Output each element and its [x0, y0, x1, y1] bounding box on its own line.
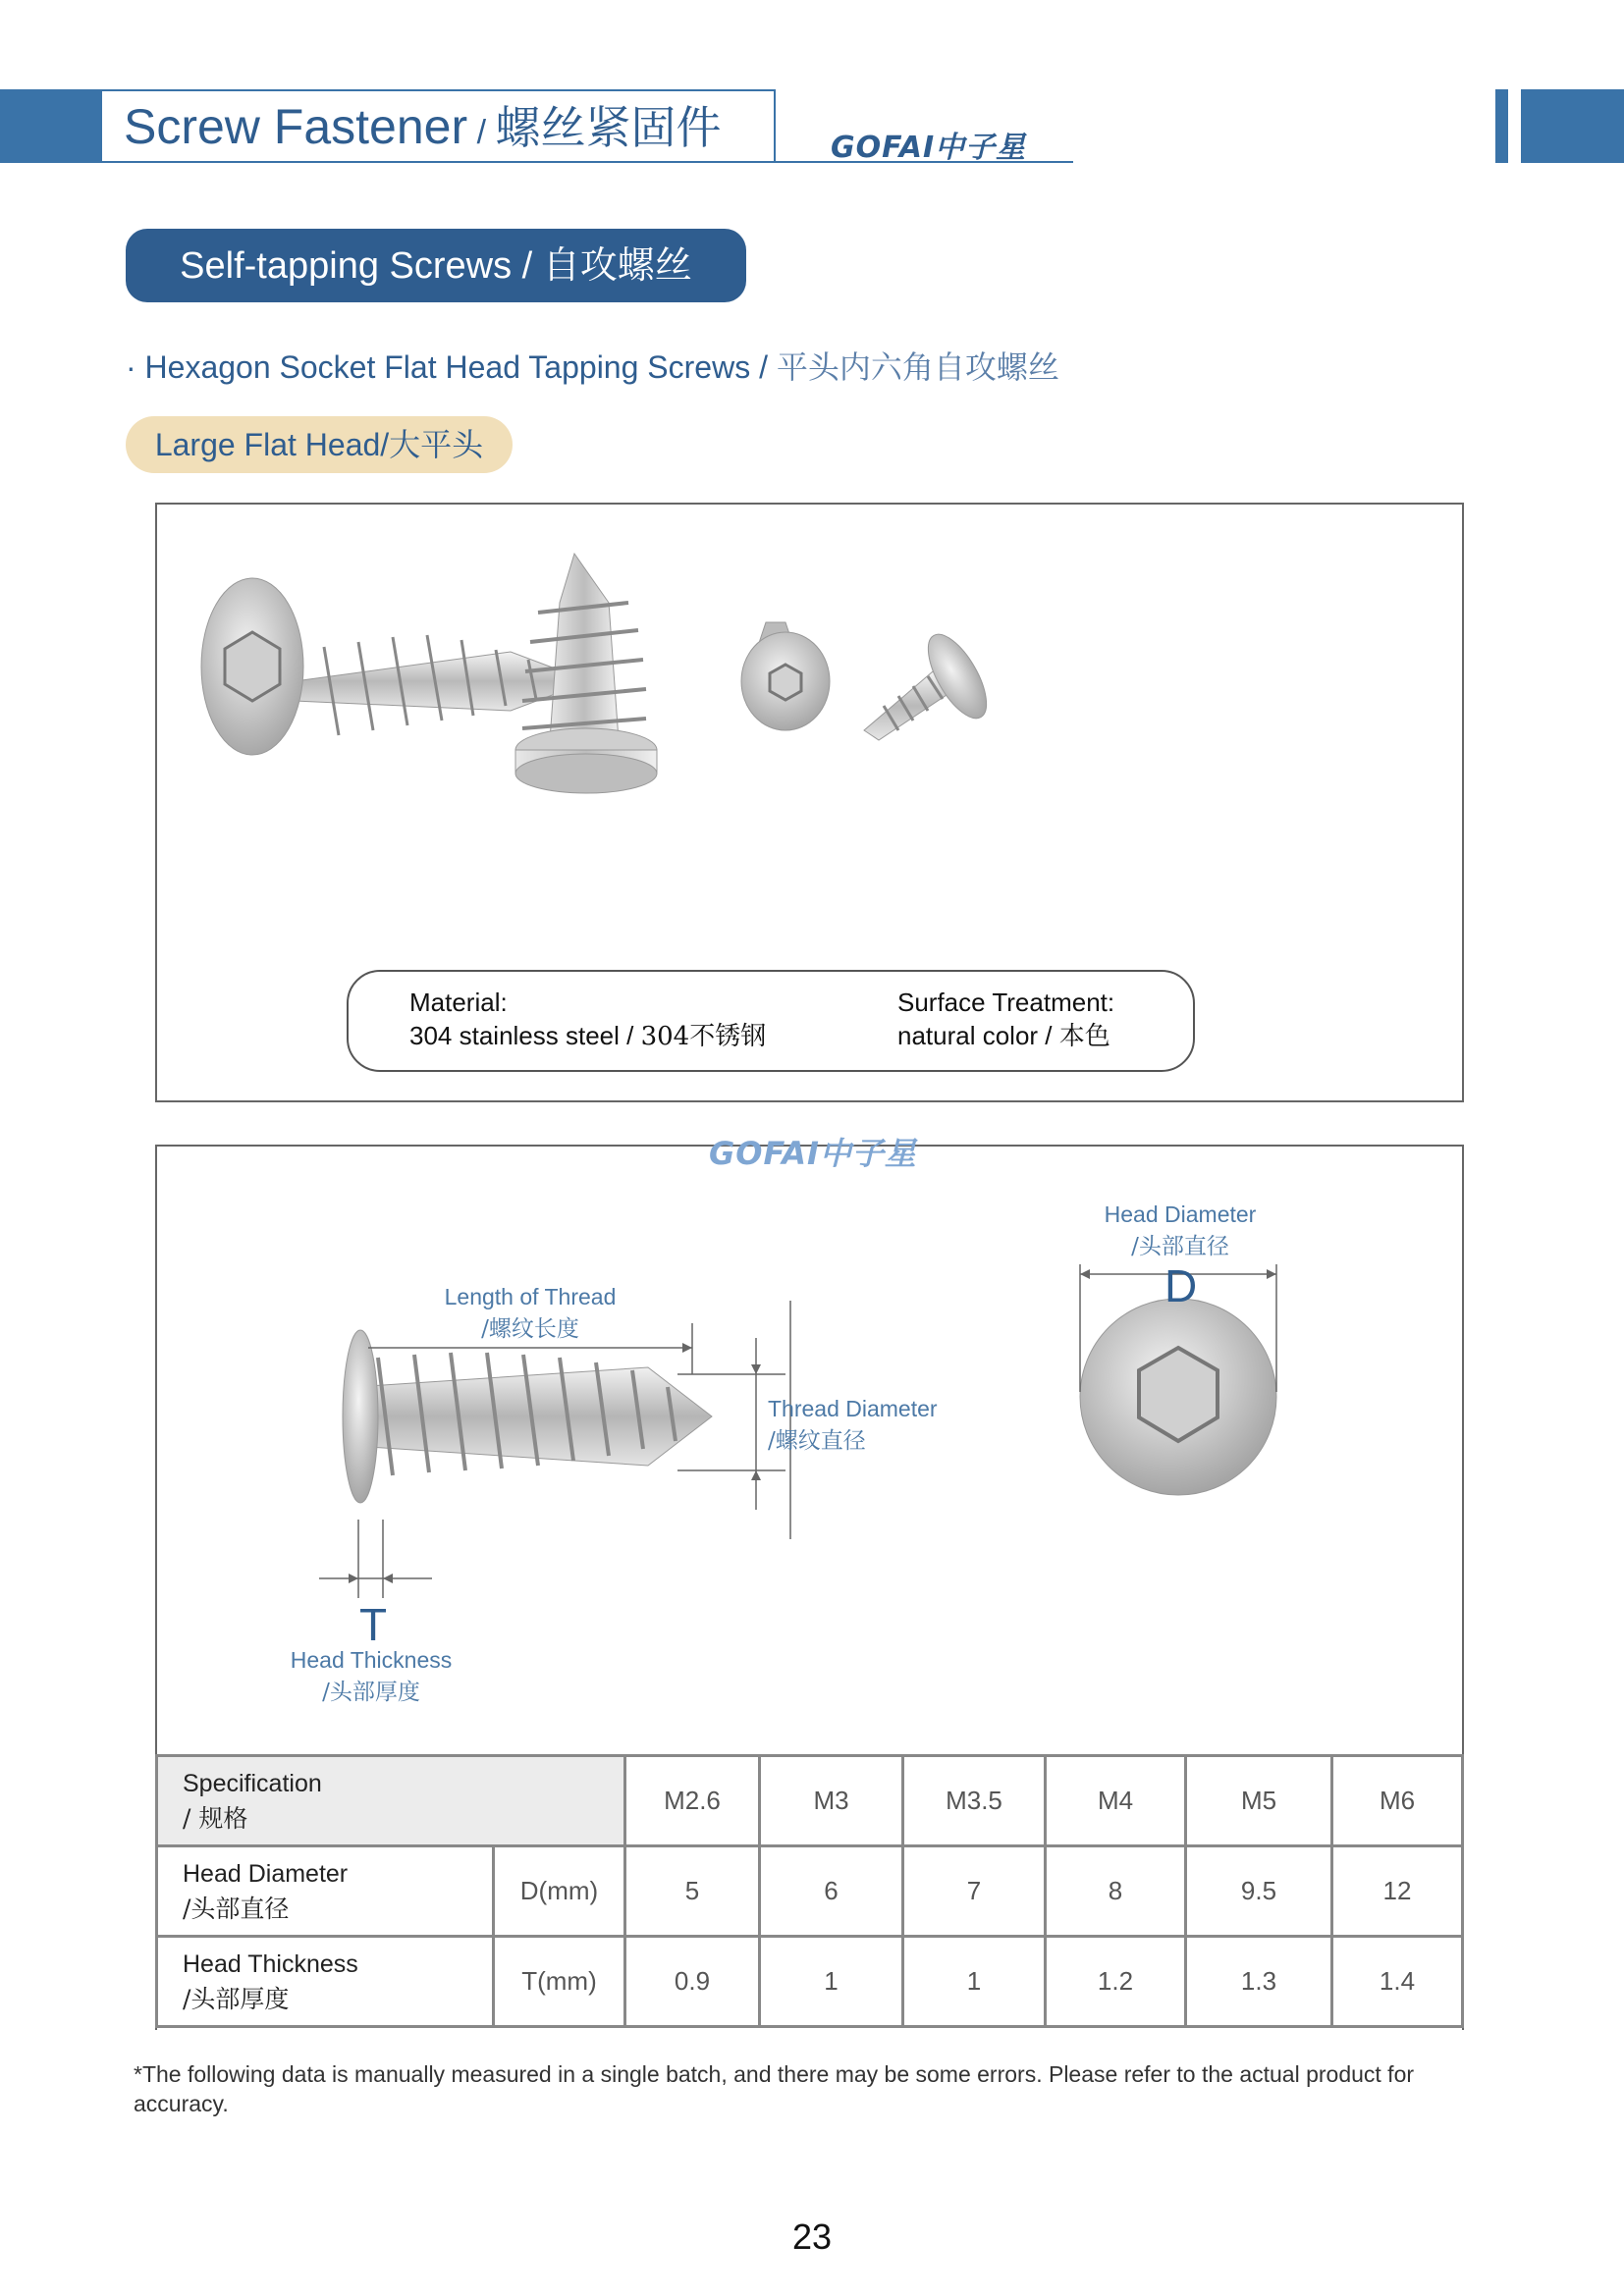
- product-subheading: · Hexagon Socket Flat Head Tapping Screws / 平头内六角自攻螺丝: [126, 348, 1059, 386]
- size-cell: M6: [1332, 1756, 1463, 1846]
- value-cell: 1: [760, 1937, 903, 2027]
- diagram-screw-head: [1080, 1299, 1276, 1495]
- value-cell: 9.5: [1186, 1846, 1332, 1937]
- value-cell: 8: [1046, 1846, 1186, 1937]
- size-cell: M5: [1186, 1756, 1332, 1846]
- table-row: [157, 1846, 1463, 1937]
- value-cell: 6: [760, 1846, 903, 1937]
- value-cell: 5: [625, 1846, 760, 1937]
- value-cell: 1.2: [1046, 1937, 1186, 2027]
- size-cell: M4: [1046, 1756, 1186, 1846]
- material-info: [409, 986, 766, 1053]
- value-cell: 1.4: [1332, 1937, 1463, 2027]
- diagram-watermark: GOFAI中子星: [709, 1135, 917, 1172]
- head-thickness-label: Head Thickness /头部厚度: [290, 1647, 453, 1705]
- surface-label: Surface Treatment:: [897, 988, 1115, 1017]
- thread-diameter-label: Thread Diameter /螺纹直径: [768, 1396, 938, 1454]
- size-cell: M3.5: [903, 1756, 1046, 1846]
- header-band-right-thin: [1495, 89, 1508, 163]
- row-label-cell: Head Diameter /头部直径: [157, 1846, 494, 1937]
- unit-cell: T(mm): [494, 1937, 625, 2027]
- surface-info: [897, 986, 1114, 1053]
- value-cell: 1.3: [1186, 1937, 1332, 2027]
- table-row: [157, 1937, 1463, 2027]
- header-band-left: [0, 89, 103, 163]
- brand-logo: GOFAI中子星: [831, 131, 1027, 165]
- measurement-note: *The following data is manually measured in a single batch, and there may be some errors. Please refer to the actual product for accuracy.: [134, 2061, 1415, 2116]
- material-label: Material:: [409, 988, 508, 1017]
- material-value: 304 stainless steel / 304不锈钢: [409, 1021, 767, 1051]
- variant-pill: Large Flat Head/大平头: [126, 416, 513, 473]
- head-diameter-letter: D: [1164, 1260, 1198, 1311]
- row-label-cell: Head Thickness /头部厚度: [157, 1937, 494, 2027]
- value-cell: 1: [903, 1937, 1046, 2027]
- screw-photo-head: [741, 622, 830, 730]
- header-band-right: [1521, 89, 1624, 163]
- length-of-thread-label: Length of Thread /螺纹长度: [444, 1284, 617, 1342]
- head-thickness-letter: T: [359, 1599, 388, 1650]
- spec-header-cell: Specification / 规格: [157, 1756, 625, 1846]
- unit-cell: D(mm): [494, 1846, 625, 1937]
- value-cell: 7: [903, 1846, 1046, 1937]
- surface-value: natural color / 本色: [897, 1021, 1110, 1051]
- section-pill: Self-tapping Screws / 自攻螺丝: [126, 229, 746, 302]
- spec-table: [155, 1754, 1464, 2028]
- page-number: 23: [791, 2216, 833, 2257]
- table-header-row: [157, 1756, 1463, 1846]
- size-cell: M2.6: [625, 1756, 760, 1846]
- value-cell: 12: [1332, 1846, 1463, 1937]
- head-diameter-label: Head Diameter /头部直径: [1104, 1201, 1257, 1259]
- value-cell: 0.9: [625, 1937, 760, 2027]
- size-cell: M3: [760, 1756, 903, 1846]
- diagram-screw-side: [343, 1330, 712, 1503]
- page-title: Screw Fastener / 螺丝紧固件: [124, 99, 722, 154]
- screw-photo-angled: [864, 625, 998, 740]
